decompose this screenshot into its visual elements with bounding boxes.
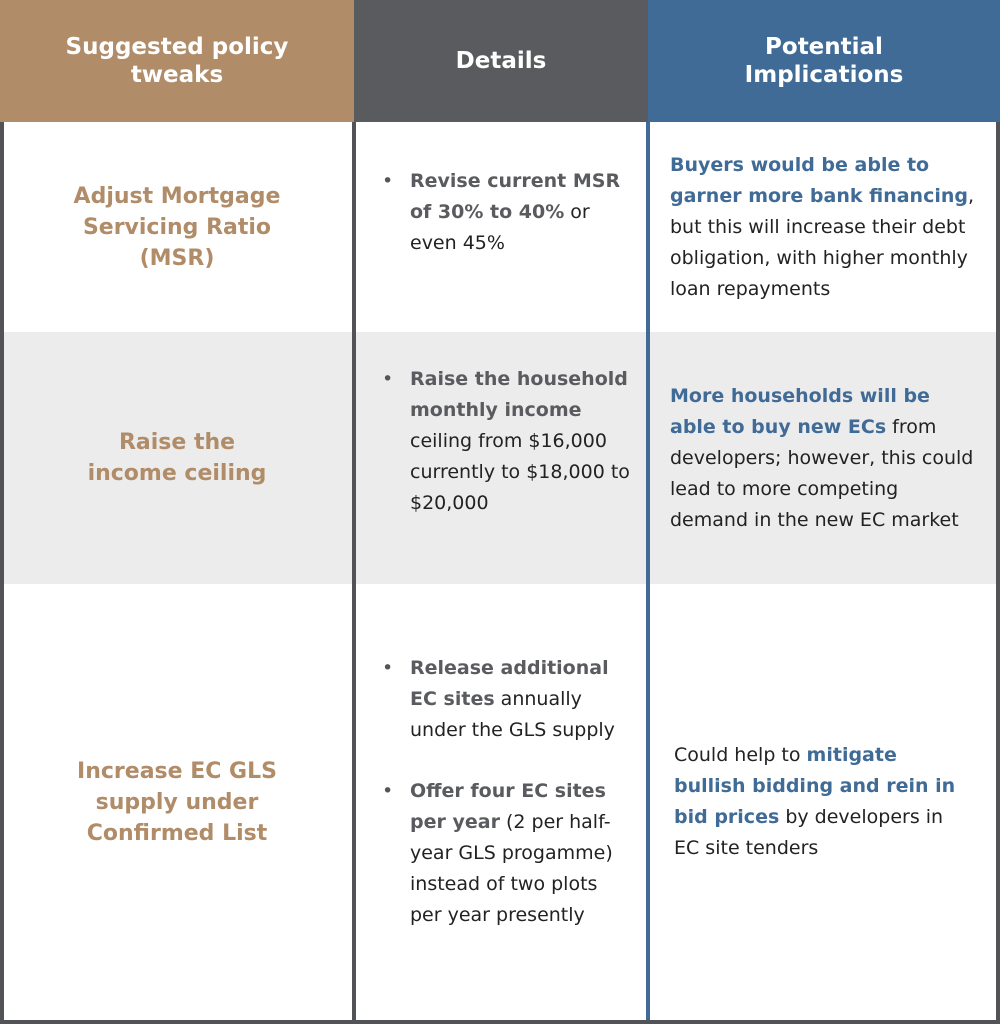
detail-bold-text: Offer four EC sites per year [410,780,606,833]
header-details [354,0,648,122]
row-2-details-list [376,364,630,519]
row-3-detail-item-2 [376,776,630,931]
row-1-implication [670,150,978,305]
row-2-implication-cell [648,332,1000,584]
implication-text: , but this will increase their debt obligation, with higher monthly loan repayments [670,184,975,300]
header-policy-label: Suggested policy tweaks [65,34,289,88]
row-1-policy: Adjust Mortgage Servicing Ratio (MSR) [73,183,281,271]
row-3-implication [674,740,960,864]
detail-bold-text: Revise current MSR of 30% to 40% [410,169,621,223]
header-policy [0,0,354,122]
row-2-policy: Raise the income ceiling [87,430,267,486]
row-3-implication-cell [648,584,1000,1020]
row-3-detail-item-1 [376,653,630,746]
table-border-bottom [0,1020,1000,1024]
row-3-policy: Increase EC GLS supply under Confirmed List [77,758,277,846]
detail-text: ceiling from $16,000 currently to $18,000 to $20,000 [410,430,630,514]
header-implications [648,0,1000,122]
implication-highlight: mitigate bullish bidding and rein in bid prices [674,744,956,828]
header-details-label: Details [455,48,547,74]
row-3-policy-cell [0,584,354,1020]
row-2-implication [670,381,978,536]
detail-text: or even 45% [410,200,590,254]
implication-highlight: Buyers would be able to garner more bank financing [670,153,968,207]
detail-bold-text: Release additional EC sites [410,657,609,710]
column-divider-1 [352,122,356,1020]
row-1-implication-cell [648,122,1000,332]
detail-text: annually under the GLS supply [410,688,615,741]
row-1-detail-item [376,166,630,259]
row-3-details-list [376,653,630,931]
implication-highlight: More households will be able to buy new ECs [670,384,930,438]
table-border-right [996,122,1000,1020]
detail-text: (2 per half-year GLS progamme) instead of two plots per year presently [410,811,613,926]
row-1-details-list [376,166,630,259]
column-divider-2 [646,122,650,1020]
row-1-details-cell [354,122,648,332]
row-2-policy-cell [0,332,354,584]
table-border-left [0,122,4,1020]
row-2-detail-item [376,364,630,519]
row-2-details-cell [354,332,648,584]
row-1-policy-cell [0,122,354,332]
detail-bold-text: Raise the household monthly income [410,368,628,421]
implication-text: from developers; however, this could lead to more competing demand in the new EC market [670,415,974,531]
header-implications-label: Potential Implications [744,34,904,88]
implication-text: Could help to [674,744,807,766]
implication-text: by developers in EC site tenders [674,806,944,859]
row-3-details-cell [354,584,648,1020]
